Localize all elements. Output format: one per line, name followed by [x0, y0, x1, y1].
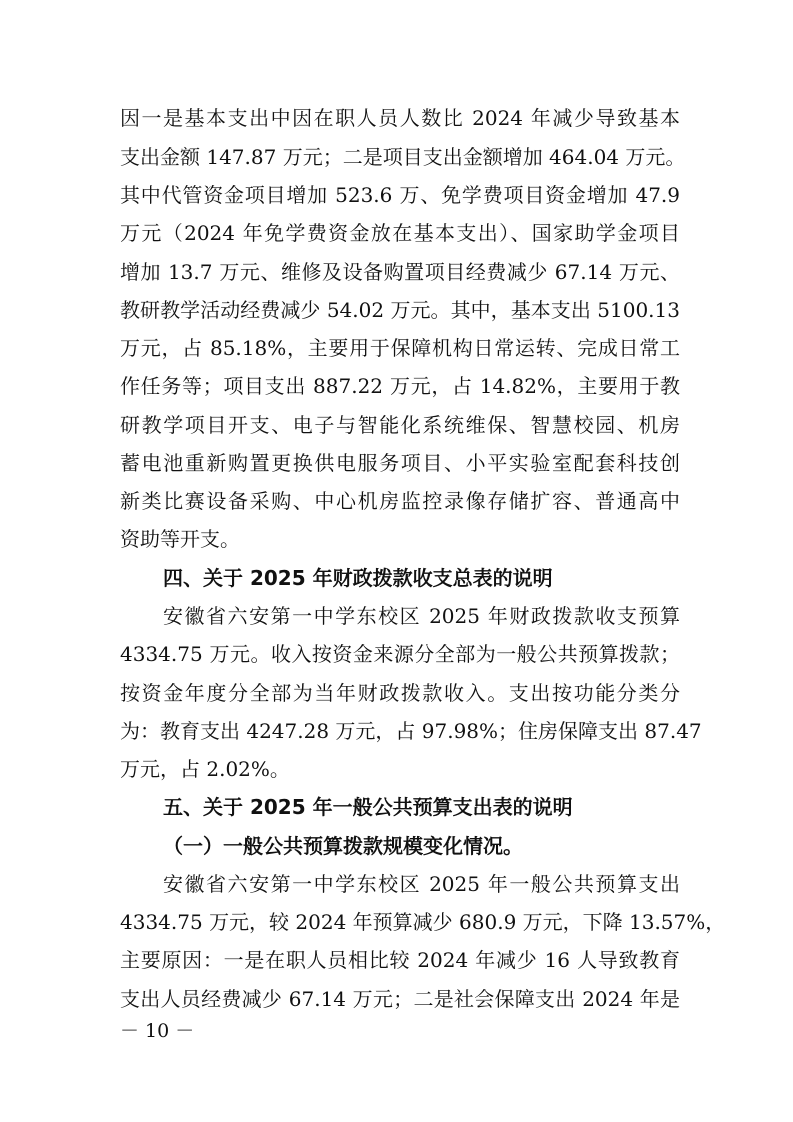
- section-heading-4: 四、关于 2025 年财政拨款收支总表的说明: [163, 566, 553, 590]
- paragraph-line: 研教学项目开支、电子与智能化系统维保、智慧校园、机房: [120, 413, 680, 437]
- paragraph-line: 增加 13.7 万元、维修及设备购置项目经费减少 67.14 万元、: [120, 260, 680, 284]
- paragraph-line: 资助等开支。: [120, 527, 240, 551]
- paragraph-line: 因一是基本支出中因在职人员人数比 2024 年减少导致基本: [120, 106, 680, 130]
- subheading-1: （一）一般公共预算拨款规模变化情况。: [163, 834, 523, 858]
- paragraph-line: 万元，占 2.02%。: [120, 757, 290, 781]
- paragraph-line: 教研教学活动经费减少 54.02 万元。其中，基本支出 5100.13: [120, 298, 680, 322]
- page-number: － 10 －: [120, 1020, 195, 1042]
- paragraph-line: 万元，占 85.18%，主要用于保障机构日常运转、完成日常工: [120, 336, 680, 360]
- paragraph-line: 主要原因：一是在职人员相比较 2024 年减少 16 人导致教育: [120, 948, 680, 972]
- paragraph-line: 为：教育支出 4247.28 万元，占 97.98%；住房保障支出 87.47: [120, 719, 702, 743]
- paragraph-line: 支出人员经费减少 67.14 万元；二是社会保障支出 2024 年是: [120, 987, 680, 1011]
- paragraph-line: 作任务等；项目支出 887.22 万元，占 14.82%，主要用于教: [120, 374, 680, 398]
- section-heading-5: 五、关于 2025 年一般公共预算支出表的说明: [163, 795, 573, 819]
- paragraph-line: 其中代管资金项目增加 523.6 万、免学费项目资金增加 47.9: [120, 183, 680, 207]
- paragraph-line: 万元（2024 年免学费资金放在基本支出）、国家助学金项目: [120, 221, 680, 245]
- paragraph-line: 4334.75 万元，较 2024 年预算减少 680.9 万元，下降 13.57%，: [120, 910, 726, 934]
- paragraph-line: 支出金额 147.87 万元；二是项目支出金额增加 464.04 万元。: [120, 145, 686, 169]
- paragraph-line: 4334.75 万元。收入按资金来源分全部为一般公共预算拨款；: [120, 642, 680, 666]
- paragraph-line: 按资金年度分全部为当年财政拨款收入。支出按功能分类分: [120, 681, 680, 705]
- paragraph-line: 新类比赛设备采购、中心机房监控录像存储扩容、普通高中: [120, 489, 680, 513]
- paragraph-line: 安徽省六安第一中学东校区 2025 年财政拨款收支预算: [163, 604, 680, 628]
- paragraph-line: 蓄电池重新购置更换供电服务项目、小平实验室配套科技创: [120, 451, 680, 475]
- paragraph-line: 安徽省六安第一中学东校区 2025 年一般公共预算支出: [163, 872, 680, 896]
